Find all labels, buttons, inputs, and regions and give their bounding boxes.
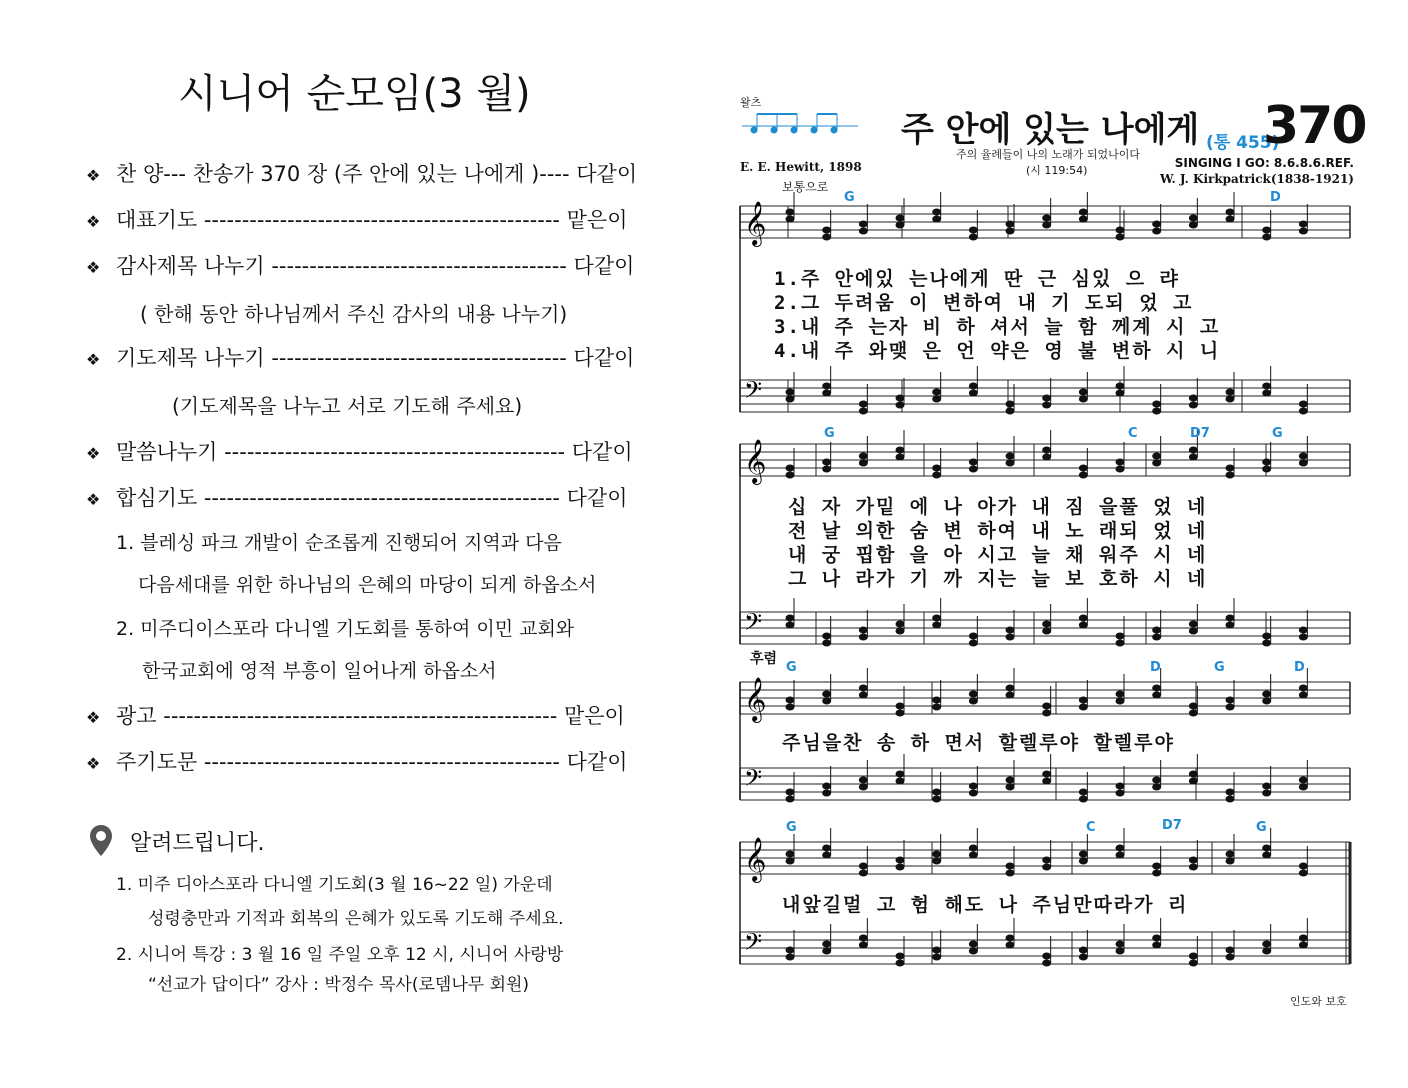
bass-clef-icon: 𝄢 bbox=[744, 608, 763, 641]
note-head-icon bbox=[1299, 863, 1308, 870]
note-head-icon bbox=[1006, 221, 1015, 228]
hymn-title: 주 안에 있는 나에게 bbox=[901, 110, 1200, 150]
note-head-icon bbox=[1189, 215, 1198, 222]
note-head-icon bbox=[786, 209, 795, 216]
note-head-icon bbox=[932, 947, 941, 954]
note-head-icon bbox=[932, 389, 941, 396]
treble-clef-icon: 𝄞 bbox=[744, 201, 767, 245]
note-head-icon bbox=[859, 401, 868, 408]
note-head-icon bbox=[786, 465, 795, 472]
lyric-verse-3: 3.내 주 는자 비 하 셔서 늘 함 께계 시 고 bbox=[774, 316, 1221, 338]
note-head-icon bbox=[1189, 395, 1198, 402]
note-head-icon bbox=[1226, 697, 1235, 704]
hymn-sheet bbox=[736, 92, 1366, 1012]
bass-clef-icon: 𝄢 bbox=[744, 764, 763, 797]
note-head-icon bbox=[1226, 465, 1235, 472]
note-head-icon bbox=[1262, 691, 1271, 698]
chord-label: G bbox=[786, 820, 797, 835]
note-head-icon bbox=[969, 783, 978, 790]
notice-line-1: 1. 미주 디아스포라 다니엘 기도회(3 월 16~22 일) 가운데 bbox=[116, 875, 553, 895]
note-head-icon bbox=[822, 941, 831, 948]
note-head-icon bbox=[1262, 459, 1271, 466]
hymn-lyricist: E. E. Hewitt, 1898 bbox=[740, 160, 862, 174]
note-head-icon bbox=[969, 227, 978, 234]
note-head-icon bbox=[969, 845, 978, 852]
note-head-icon bbox=[786, 851, 795, 858]
note-head-icon bbox=[932, 465, 941, 472]
treble-clef-icon: 𝄞 bbox=[744, 439, 767, 483]
program-item-lords-prayer: ❖ 주기도문 ----------------------------------------------- 다같이 bbox=[86, 750, 628, 774]
chord-label: D7 bbox=[1190, 426, 1210, 441]
diamond-bullet-icon: ❖ bbox=[86, 490, 101, 509]
note-head-icon bbox=[1152, 935, 1161, 942]
note-head-icon bbox=[896, 953, 905, 960]
note-head-icon bbox=[1079, 851, 1088, 858]
program-item-hymn: ❖ 찬 양--- 찬송가 370 장 (주 안에 있는 나에게 )---- 다같이 bbox=[86, 162, 638, 186]
note-head-icon bbox=[1006, 453, 1015, 460]
chord-label: C bbox=[1128, 426, 1138, 441]
chord-label: D bbox=[1294, 660, 1305, 675]
note-head-icon bbox=[1006, 777, 1015, 784]
note-head-icon bbox=[1262, 633, 1271, 640]
note-head-icon bbox=[1006, 685, 1015, 692]
note-head-icon bbox=[969, 941, 978, 948]
hymn-tempo: 보통으로 bbox=[782, 180, 829, 194]
hymn-composer: W. J. Kirkpatrick(1838-1921) bbox=[1159, 172, 1354, 186]
note-head-icon bbox=[932, 615, 941, 622]
chord-label: D7 bbox=[1162, 818, 1182, 833]
location-pin-icon bbox=[88, 824, 114, 864]
diamond-bullet-icon: ❖ bbox=[86, 444, 101, 463]
note-head-icon bbox=[1042, 215, 1051, 222]
note-head-icon bbox=[1226, 615, 1235, 622]
note-head-icon bbox=[859, 863, 868, 870]
note-head-icon bbox=[859, 221, 868, 228]
note-head-icon bbox=[1079, 697, 1088, 704]
hymn-style: 왈츠 bbox=[740, 96, 762, 109]
note-head-icon bbox=[859, 685, 868, 692]
lyric-refrain-2: 내앞길멀 고 험 해도 나 주님만따라가 리 bbox=[782, 894, 1189, 916]
chord-label: C bbox=[1086, 820, 1096, 835]
prayer-line-1: 1. 블레싱 파크 개발이 순조롭게 진행되어 지역과 다음 bbox=[116, 532, 562, 554]
note-head-icon bbox=[969, 691, 978, 698]
program-item-prayer: ❖ 대표기도 ----------------------------------------------- 맡은이 bbox=[86, 208, 628, 232]
notice-line-4: “선교가 답이다” 강사 : 박정수 목사(로뎀나무 회원) bbox=[148, 975, 530, 995]
note-head-icon bbox=[859, 627, 868, 634]
chord-label: G bbox=[1272, 426, 1283, 441]
note-head-icon bbox=[1006, 401, 1015, 408]
bass-clef-icon: 𝄢 bbox=[744, 376, 763, 409]
note-head-icon bbox=[1116, 783, 1125, 790]
note-head-icon bbox=[1152, 627, 1161, 634]
note-head-icon bbox=[1006, 863, 1015, 870]
lyric-verse-1: 1.주 안에있 는나에게 딴 근 심있 으 랴 bbox=[774, 268, 1180, 290]
note-head-icon bbox=[786, 697, 795, 704]
chord-label: G bbox=[1256, 820, 1267, 835]
note-head-icon bbox=[822, 227, 831, 234]
note-head-icon bbox=[1189, 953, 1198, 960]
chord-label: G bbox=[1214, 660, 1225, 675]
note-head-icon bbox=[1079, 389, 1088, 396]
note-head-icon bbox=[1042, 703, 1051, 710]
note-head-icon bbox=[1189, 621, 1198, 628]
note-head-icon bbox=[1189, 703, 1198, 710]
note-head-icon bbox=[786, 789, 795, 796]
note-head-icon bbox=[822, 459, 831, 466]
note-head-icon bbox=[1152, 401, 1161, 408]
note-head-icon bbox=[1079, 209, 1088, 216]
lyric-verse-4: 4.내 주 와맺 은 언 약은 영 불 변하 시 니 bbox=[774, 340, 1221, 362]
diamond-bullet-icon: ❖ bbox=[86, 754, 101, 773]
prayer-line-4: 한국교회에 영적 부흥이 일어나게 하옵소서 bbox=[142, 660, 497, 682]
hymn-reference: (시 119:54) bbox=[1026, 164, 1088, 177]
note-head-icon bbox=[896, 703, 905, 710]
notice-line-3: 2. 시니어 특강 : 3 월 16 일 주일 오후 12 시, 시니어 사랑방 bbox=[116, 945, 564, 965]
program-item-word: ❖ 말씀나누기 --------------------------------------------- 다같이 bbox=[86, 440, 633, 464]
notice-line-2: 성령충만과 기적과 회복의 은혜가 있도록 기도해 주세요. bbox=[148, 909, 564, 929]
note-head-icon bbox=[1116, 845, 1125, 852]
program-note-prayer: (기도제목을 나누고 서로 기도해 주세요) bbox=[172, 394, 523, 418]
note-head-icon bbox=[1262, 227, 1271, 234]
note-head-icon bbox=[1226, 947, 1235, 954]
hymn-credit: 인도와 보호 bbox=[1290, 995, 1347, 1008]
chord-label: G bbox=[786, 660, 797, 675]
note-head-icon bbox=[1042, 857, 1051, 864]
note-head-icon bbox=[822, 783, 831, 790]
note-head-icon bbox=[1226, 389, 1235, 396]
note-head-icon bbox=[1189, 447, 1198, 454]
note-head-icon bbox=[1262, 783, 1271, 790]
note-head-icon bbox=[1006, 935, 1015, 942]
diamond-bullet-icon: ❖ bbox=[86, 708, 101, 727]
note-head-icon bbox=[822, 845, 831, 852]
chord-label: D bbox=[1150, 660, 1161, 675]
note-head-icon bbox=[786, 389, 795, 396]
lyric-verse-1: 십 자 가밑 에 나 아가 내 짐 을풀 었 네 bbox=[788, 496, 1208, 518]
note-head-icon bbox=[1079, 789, 1088, 796]
prayer-line-2: 다음세대를 위한 하나님의 은혜의 마당이 되게 하옵소서 bbox=[138, 574, 597, 596]
note-head-icon bbox=[896, 395, 905, 402]
treble-clef-icon: 𝄞 bbox=[744, 837, 767, 881]
chord-label: G bbox=[844, 190, 855, 205]
note-head-icon bbox=[1116, 227, 1125, 234]
program-item-prayer-requests: ❖ 기도제목 나누기 --------------------------------------- 다같이 bbox=[86, 346, 635, 370]
note-head-icon bbox=[822, 383, 831, 390]
note-head-icon bbox=[1116, 941, 1125, 948]
diamond-bullet-icon: ❖ bbox=[86, 166, 101, 185]
note-head-icon bbox=[932, 209, 941, 216]
note-head-icon bbox=[786, 947, 795, 954]
chord-label: D bbox=[1270, 190, 1281, 205]
diamond-bullet-icon: ❖ bbox=[86, 258, 101, 277]
note-head-icon bbox=[1299, 935, 1308, 942]
note-head-icon bbox=[1152, 453, 1161, 460]
hymn-meter: SINGING I GO: 8.6.8.6.REF. bbox=[1174, 156, 1354, 170]
note-head-icon bbox=[1299, 401, 1308, 408]
chord-label: G bbox=[824, 426, 835, 441]
note-head-icon bbox=[1116, 459, 1125, 466]
note-head-icon bbox=[1152, 863, 1161, 870]
note-head-icon bbox=[859, 777, 868, 784]
note-head-icon bbox=[969, 383, 978, 390]
note-head-icon bbox=[859, 453, 868, 460]
note-head-icon bbox=[1079, 465, 1088, 472]
note-head-icon bbox=[1262, 941, 1271, 948]
note-head-icon bbox=[1042, 395, 1051, 402]
lyric-verse-3: 내 궁 핍함 을 아 시고 늘 채 워주 시 네 bbox=[788, 544, 1208, 566]
refrain-label: 후렴 bbox=[750, 651, 778, 667]
note-head-icon bbox=[1042, 621, 1051, 628]
note-head-icon bbox=[1152, 221, 1161, 228]
note-head-icon bbox=[1042, 447, 1051, 454]
note-head-icon bbox=[896, 215, 905, 222]
diamond-bullet-icon: ❖ bbox=[86, 350, 101, 369]
note-head-icon bbox=[1152, 777, 1161, 784]
bass-clef-icon: 𝄢 bbox=[744, 928, 763, 961]
note-head-icon bbox=[896, 447, 905, 454]
note-head-icon bbox=[896, 857, 905, 864]
note-head-icon bbox=[1262, 845, 1271, 852]
note-head-icon bbox=[969, 459, 978, 466]
note-head-icon bbox=[1299, 627, 1308, 634]
note-head-icon bbox=[859, 935, 868, 942]
note-head-icon bbox=[896, 771, 905, 778]
hymn-old-number: (통 455) bbox=[1206, 133, 1280, 153]
note-head-icon bbox=[1042, 771, 1051, 778]
program-item-announcements: ❖ 광고 ---------------------------------------------------- 맡은이 bbox=[86, 704, 625, 728]
lyric-refrain-1: 주님을찬 송 하 면서 할렐루야 할렐루야 bbox=[782, 732, 1175, 754]
note-head-icon bbox=[1299, 221, 1308, 228]
note-head-icon bbox=[1262, 383, 1271, 390]
notice-heading: 알려드립니다. bbox=[88, 824, 265, 864]
program-item-thanks: ❖ 감사제목 나누기 --------------------------------------- 다같이 bbox=[86, 254, 635, 278]
treble-clef-icon: 𝄞 bbox=[744, 677, 767, 721]
program-item-unison-prayer: ❖ 합심기도 ----------------------------------------------- 다같이 bbox=[86, 486, 628, 510]
note-head-icon bbox=[1116, 383, 1125, 390]
note-head-icon bbox=[932, 697, 941, 704]
note-head-icon bbox=[932, 789, 941, 796]
hymn-number: 370 bbox=[1263, 96, 1366, 156]
note-head-icon bbox=[1226, 209, 1235, 216]
lyric-verse-2: 2.그 두려움 이 변하여 내 기 도되 었 고 bbox=[774, 292, 1194, 314]
note-head-icon bbox=[1299, 777, 1308, 784]
lyric-verse-4: 그 나 라가 기 까 지는 늘 보 호하 시 네 bbox=[788, 568, 1208, 590]
note-head-icon bbox=[1116, 691, 1125, 698]
note-head-icon bbox=[1226, 789, 1235, 796]
prayer-line-3: 2. 미주디이스포라 다니엘 기도회를 통하여 이민 교회와 bbox=[116, 618, 575, 640]
note-head-icon bbox=[1299, 453, 1308, 460]
note-head-icon bbox=[822, 633, 831, 640]
note-head-icon bbox=[896, 621, 905, 628]
note-head-icon bbox=[1189, 857, 1198, 864]
note-head-icon bbox=[1006, 627, 1015, 634]
note-head-icon bbox=[1299, 685, 1308, 692]
note-head-icon bbox=[1042, 953, 1051, 960]
page-title: 시니어 순모임(3 월) bbox=[178, 71, 531, 117]
lyric-verse-2: 전 날 의한 숨 변 하여 내 노 래되 었 네 bbox=[788, 520, 1208, 542]
hymn-subtitle: 주의 율례들이 나의 노래가 되었나이다 bbox=[956, 148, 1141, 161]
note-head-icon bbox=[932, 851, 941, 858]
note-head-icon bbox=[1079, 947, 1088, 954]
note-head-icon bbox=[1079, 615, 1088, 622]
note-head-icon bbox=[1189, 771, 1198, 778]
note-head-icon bbox=[1152, 685, 1161, 692]
note-head-icon bbox=[969, 633, 978, 640]
note-head-icon bbox=[1116, 633, 1125, 640]
program-note-thanks: ( 한해 동안 하나님께서 주신 감사의 내용 나누기) bbox=[140, 302, 568, 326]
diamond-bullet-icon: ❖ bbox=[86, 212, 101, 231]
note-head-icon bbox=[786, 615, 795, 622]
note-head-icon bbox=[822, 691, 831, 698]
note-head-icon bbox=[1226, 851, 1235, 858]
